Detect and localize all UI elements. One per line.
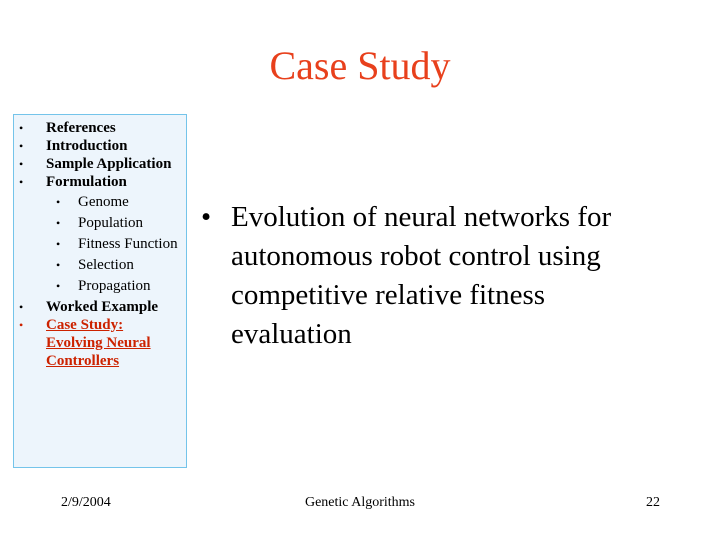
- footer-title: Genetic Algorithms: [304, 495, 416, 510]
- main-bullet-text: Evolution of neural networks for autonomous robot control using competitive relative fitness evaluation: [231, 201, 612, 350]
- slide-title: Case Study: [269, 43, 451, 88]
- outline-sidebar: [13, 114, 187, 468]
- outline-item-formulation[interactable]: [14, 173, 186, 295]
- bullet-icon: •: [19, 139, 24, 153]
- bullet-icon: •: [56, 237, 61, 251]
- outline-item-label: Sample Application: [46, 156, 172, 172]
- bullet-icon: •: [19, 121, 24, 135]
- outline-subitem-selection[interactable]: [46, 256, 182, 274]
- bullet-icon: •: [19, 318, 24, 332]
- outline-subitem-fitness-function[interactable]: [46, 235, 182, 253]
- outline-subitem-label: Fitness Function: [78, 236, 178, 252]
- bullet-icon: •: [56, 258, 61, 272]
- outline-item-label: Formulation: [46, 174, 127, 190]
- outline-subitem-propagation[interactable]: [46, 277, 182, 295]
- outline-list: [14, 119, 186, 370]
- bullet-icon: •: [19, 300, 24, 314]
- main-bullet-point: [201, 198, 671, 354]
- footer-date: 2/9/2004: [61, 495, 111, 510]
- outline-subitem-genome[interactable]: [46, 193, 182, 211]
- bullet-icon: •: [56, 216, 61, 230]
- outline-item-introduction[interactable]: [14, 137, 186, 155]
- bullet-icon: •: [56, 279, 61, 293]
- outline-item-label: Introduction: [46, 138, 128, 154]
- outline-item-sample-application[interactable]: [14, 155, 186, 173]
- outline-item-references[interactable]: [14, 119, 186, 137]
- outline-item-label: Worked Example: [46, 299, 159, 315]
- outline-item-label: References: [46, 120, 116, 136]
- bullet-icon: •: [56, 195, 61, 209]
- outline-subitem-label: Propagation: [78, 278, 151, 294]
- outline-subitem-label: Genome: [78, 194, 129, 210]
- footer-page-number: 22: [646, 495, 660, 510]
- bullet-icon: •: [19, 157, 24, 171]
- outline-item-worked-example[interactable]: [14, 298, 186, 316]
- outline-subitem-population[interactable]: [46, 214, 182, 232]
- outline-subitem-label: Selection: [78, 257, 134, 273]
- case-study-link[interactable]: Case Study: Evolving Neural Controllers: [46, 317, 151, 369]
- outline-subitem-label: Population: [78, 215, 144, 231]
- outline-item-case-study[interactable]: [14, 316, 186, 370]
- bullet-icon: •: [19, 175, 24, 189]
- bullet-icon: •: [201, 201, 212, 233]
- formulation-sublist: [46, 193, 182, 295]
